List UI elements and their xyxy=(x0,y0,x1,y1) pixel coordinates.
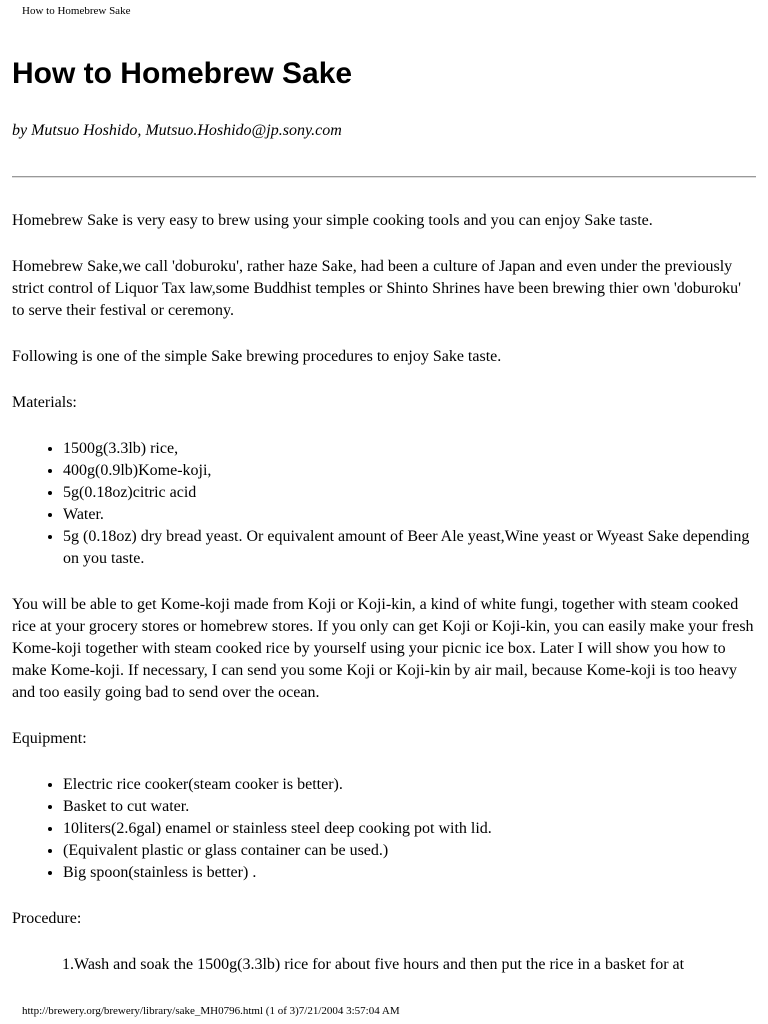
equipment-list xyxy=(12,774,756,884)
list-item: • Water. xyxy=(63,504,756,526)
list-item: • 1500g(3.3lb) rice, xyxy=(63,438,756,460)
list-item: • 5g(0.18oz)citric acid xyxy=(63,482,756,504)
procedure-heading: Procedure: xyxy=(12,910,82,927)
procedure-step-1: 1.Wash and soak the 1500g(3.3lb) rice for about five hours and then put the rice in a basket for at xyxy=(62,956,685,973)
materials-list xyxy=(12,438,756,570)
print-footer-url: http://brewery.org/brewery/library/sake_MH0796.html (1 of 3)7/21/2004 3:57:04 AM xyxy=(22,1005,400,1017)
list-item: • Big spoon(stainless is better) . xyxy=(63,862,756,884)
intro-paragraph: Homebrew Sake is very easy to brew using your simple cooking tools and you can enjoy Sake taste. xyxy=(12,212,653,229)
list-item: • 400g(0.9lb)Kome-koji, xyxy=(63,460,756,482)
print-header: How to Homebrew Sake xyxy=(22,5,131,17)
horizontal-rule xyxy=(12,176,756,178)
doburoku-paragraph: Homebrew Sake,we call 'doburoku', rather haze Sake, had been a culture of Japan and even under the previously strict control of Liquor Tax law,some Buddhist temples or Shinto Shrines have been brewing thier own 'doburoku' to serve their festival or ceremony. xyxy=(12,258,741,319)
materials-heading: Materials: xyxy=(12,394,77,411)
list-item: • (Equivalent plastic or glass container can be used.) xyxy=(63,840,756,862)
list-item: • 10liters(2.6gal) enamel or stainless steel deep cooking pot with lid. xyxy=(63,818,756,840)
page-title: How to Homebrew Sake xyxy=(12,57,353,90)
equipment-heading: Equipment: xyxy=(12,730,87,747)
list-item: • 5g (0.18oz) dry bread yeast. Or equivalent amount of Beer Ale yeast,Wine yeast or Wyeast Sake depending on you taste. xyxy=(63,526,756,570)
list-item: • Electric rice cooker(steam cooker is better). xyxy=(63,774,756,796)
procedure-intro-paragraph: Following is one of the simple Sake brewing procedures to enjoy Sake taste. xyxy=(12,348,502,365)
article-body xyxy=(12,210,756,976)
koji-paragraph: You will be able to get Kome-koji made from Koji or Koji-kin, a kind of white fungi, together with steam cooked rice at your grocery stores or homebrew stores. If you only can get Koji or Koji-kin, you can easily make your fresh Kome-koji together with steam cooked rice by yourself using your picnic ice box. Later I will show you how to make Kome-koji. If necessary, I can send you some Koji or Koji-kin by air mail, because Kome-koji is too heavy and too easily going bad to send over the ocean. xyxy=(12,596,754,701)
list-item: • Basket to cut water. xyxy=(63,796,756,818)
author-byline: by Mutsuo Hoshido, Mutsuo.Hoshido@jp.sony.com xyxy=(12,122,342,139)
